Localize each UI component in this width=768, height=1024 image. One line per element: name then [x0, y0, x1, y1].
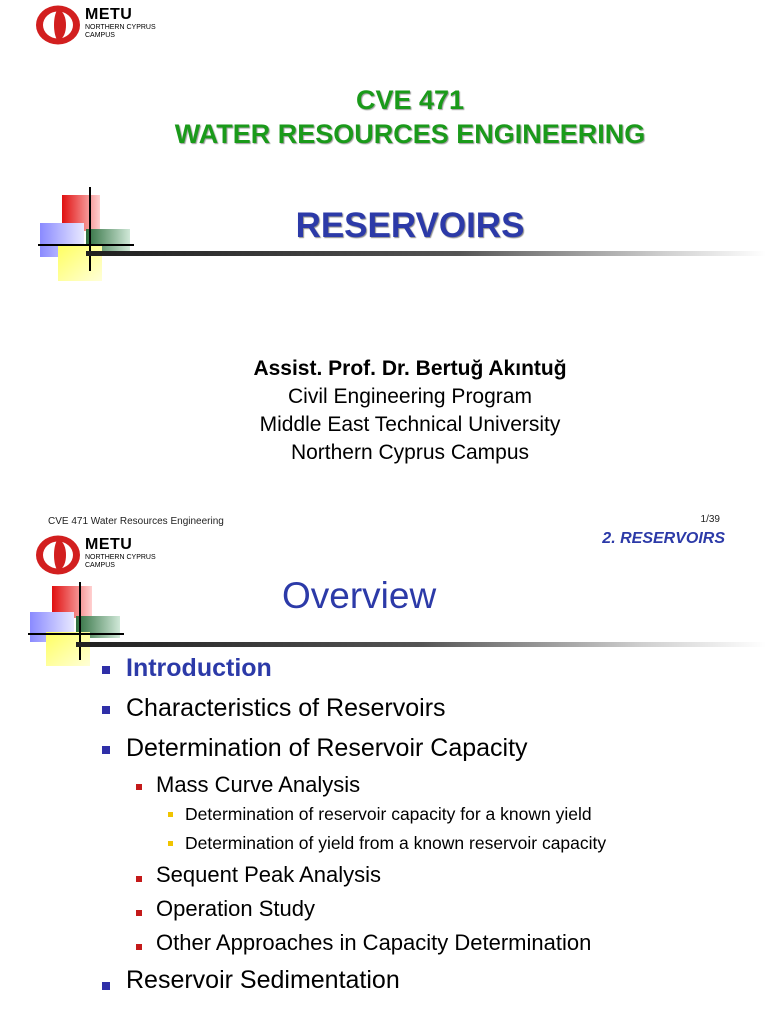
- bullet-square-icon: [102, 746, 110, 754]
- decorative-squares-icon: [38, 185, 134, 285]
- metu-emblem-icon: [34, 4, 82, 46]
- title-divider: [76, 642, 766, 647]
- list-item-yield-from-capacity: Determination of yield from a known reservoir capacity: [185, 833, 607, 853]
- list-item-characteristics: Characteristics of Reservoirs: [126, 694, 446, 722]
- bullet-square-icon: [136, 910, 142, 916]
- logo-name: METU: [85, 6, 133, 23]
- author-block: [0, 355, 768, 467]
- list-item-sedimentation: Reservoir Sedimentation: [126, 966, 400, 994]
- list-item-determination: Determination of Reservoir Capacity: [126, 734, 528, 762]
- list-item-mass-curve: Mass Curve Analysis: [156, 772, 361, 797]
- list-item-introduction: Introduction: [126, 654, 272, 682]
- bullet-square-icon: [102, 666, 110, 674]
- page-number: 1/39: [700, 514, 720, 525]
- logo-subtitle-line2: CAMPUS: [85, 562, 115, 569]
- logo-subtitle-line1: NORTHERN CYPRUS: [85, 24, 156, 31]
- logo-name: METU: [85, 536, 133, 553]
- bullet-square-icon: [168, 812, 173, 817]
- list-item-operation-study: Operation Study: [156, 896, 315, 921]
- logo-subtitle: [85, 554, 185, 570]
- logo-subtitle-line2: CAMPUS: [85, 32, 115, 39]
- affiliation-university: Middle East Technical University: [259, 413, 561, 436]
- title-divider: [86, 251, 766, 256]
- bullet-square-icon: [136, 876, 142, 882]
- footer-course: CVE 471 Water Resources Engineering: [48, 516, 224, 527]
- affiliation-program: Civil Engineering Program: [288, 385, 532, 408]
- affiliation-campus: Northern Cyprus Campus: [290, 441, 530, 464]
- metu-logo: [34, 4, 184, 48]
- section-tag: 2. RESERVOIRS: [602, 530, 725, 547]
- metu-emblem-icon: [34, 534, 82, 576]
- slide-title: RESERVOIRS: [295, 206, 525, 245]
- bullet-square-icon: [136, 944, 142, 950]
- overview-slide: [0, 530, 768, 1024]
- bullet-square-icon: [136, 784, 142, 790]
- course-code: CVE 471: [355, 85, 465, 115]
- course-title: WATER RESOURCES ENGINEERING: [174, 119, 646, 149]
- bullet-square-icon: [102, 706, 110, 714]
- logo-subtitle-line1: NORTHERN CYPRUS: [85, 554, 156, 561]
- list-item-known-yield: Determination of reservoir capacity for a known yield: [185, 804, 592, 824]
- metu-logo: [34, 534, 184, 578]
- bullet-square-icon: [102, 982, 110, 990]
- logo-subtitle: [85, 24, 185, 40]
- list-item-other-approaches: Other Approaches in Capacity Determination: [156, 930, 592, 955]
- slide-title: Overview: [282, 575, 437, 616]
- bullet-square-icon: [168, 841, 173, 846]
- author-name: Assist. Prof. Dr. Bertuğ Akıntuğ: [253, 357, 567, 380]
- list-item-sequent-peak: Sequent Peak Analysis: [156, 862, 382, 887]
- decorative-squares-icon: [28, 582, 124, 672]
